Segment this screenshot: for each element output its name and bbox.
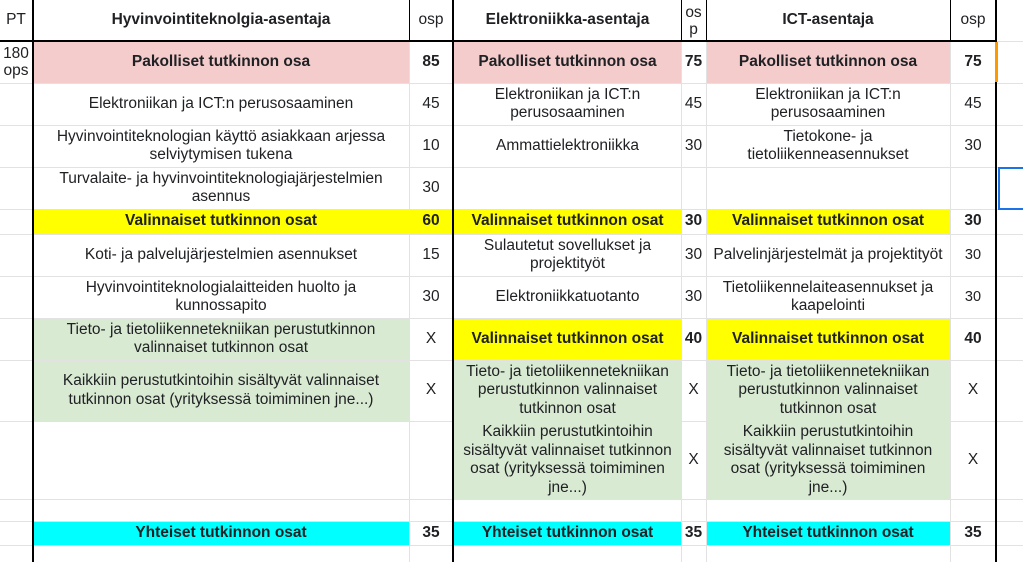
r1-hyvinvointi-osp[interactable]: 45 [422, 94, 440, 112]
valinnaiset-ict-label[interactable]: Valinnaiset tutkinnon osat [731, 212, 925, 230]
r3-hyvinvointi-osp[interactable]: 30 [422, 178, 440, 196]
header-osp-1[interactable]: osp [418, 11, 444, 29]
pakolliset-hyvinvointi-osp[interactable]: 85 [422, 52, 440, 70]
r3-hyvinvointi-label[interactable]: Turvalaite- ja hyvinvointiteknologiajärjestelmien asennus [59, 169, 383, 205]
r6-hyvinvointi-osp[interactable]: 30 [422, 287, 440, 305]
r6-ict-osp[interactable]: 30 [964, 288, 982, 305]
r1-ict-label[interactable]: Elektroniikan ja ICT:n perusosaaminen [755, 85, 901, 121]
r7-ict-label[interactable]: Valinnaiset tutkinnon osat [731, 329, 925, 347]
r9-ict-label[interactable]: Kaikkiin perustutkintoihin sisältyvät valinnaiset tutkinnon osat (yrityksessä toimiminen jne...) [723, 423, 933, 496]
r2-elektroniikka-label[interactable]: Ammattielektroniikka [496, 136, 639, 154]
header-osp-2[interactable]: os p [685, 3, 702, 38]
r5-ict-osp[interactable]: 30 [964, 246, 982, 263]
header-elektroniikka[interactable]: Elektroniikka-asentaja [485, 11, 650, 29]
yhteiset-elektroniikka-osp[interactable]: 35 [684, 523, 703, 541]
header-hyvinvointi[interactable]: Hyvinvointiteknolgia-asentaja [111, 11, 331, 29]
grid-line [0, 499, 1023, 500]
header-osp-3[interactable]: osp [960, 11, 986, 29]
yhteiset-hyvinvointi-osp[interactable]: 35 [422, 523, 440, 541]
yhteiset-elektroniikka-label[interactable]: Yhteiset tutkinnon osat [481, 523, 654, 541]
grid-line [0, 545, 1023, 546]
r1-hyvinvointi-label[interactable]: Elektroniikan ja ICT:n perusosaaminen [88, 94, 354, 112]
r6-elektroniikka-label[interactable]: Elektroniikkatuotanto [495, 287, 640, 305]
pakolliset-elektroniikka-osp[interactable]: 75 [684, 52, 703, 70]
r7-elektroniikka-osp[interactable]: 40 [684, 329, 703, 347]
selected-cell-outline[interactable] [998, 167, 1023, 210]
r5-hyvinvointi-osp[interactable]: 15 [422, 245, 440, 263]
r8-elektroniikka-osp[interactable]: X [688, 381, 699, 399]
yhteiset-hyvinvointi-label[interactable]: Yhteiset tutkinnon osat [135, 523, 307, 541]
r8-elektroniikka-label[interactable]: Tieto- ja tietoliikennetekniikan perustutkinnon valinnaiset tutkinnon osat [466, 362, 669, 417]
r2-hyvinvointi-label[interactable]: Hyvinvointiteknologian käyttö asiakkaan arjessa selviytymisen tukena [56, 127, 386, 163]
yhteiset-ict-osp[interactable]: 35 [964, 523, 982, 541]
valinnaiset-hyvinvointi-label[interactable]: Valinnaiset tutkinnon osat [124, 212, 318, 230]
r6-hyvinvointi-label[interactable]: Hyvinvointiteknologialaitteiden huolto ja kunnossapito [85, 278, 357, 314]
r2-hyvinvointi-osp[interactable]: 10 [422, 136, 440, 154]
r7-elektroniikka-label[interactable]: Valinnaiset tutkinnon osat [471, 329, 664, 347]
pakolliset-elektroniikka-label[interactable]: Pakolliset tutkinnon osa [478, 52, 657, 70]
r8-ict-label[interactable]: Tieto- ja tietoliikennetekniikan perustutkinnon valinnaiset tutkinnon osat [726, 362, 930, 417]
r7-hyvinvointi-label[interactable]: Tieto- ja tietoliikennetekniikan perustutkinnon valinnaiset tutkinnon osat [66, 320, 376, 356]
r5-ict-label[interactable]: Palvelinjärjestelmät ja projektityöt [713, 245, 943, 263]
r2-elektroniikka-osp[interactable]: 30 [684, 136, 703, 154]
r7-hyvinvointi-osp[interactable]: X [425, 329, 437, 347]
valinnaiset-hyvinvointi-osp[interactable]: 60 [422, 212, 440, 230]
r5-elektroniikka-osp[interactable]: 30 [684, 245, 703, 263]
r5-elektroniikka-label[interactable]: Sulautetut sovellukset ja projektityöt [483, 236, 652, 272]
r5-hyvinvointi-label[interactable]: Koti- ja palvelujärjestelmien asennukset [84, 245, 358, 263]
r6-elektroniikka-osp[interactable]: 30 [684, 287, 703, 305]
r8-hyvinvointi-osp[interactable]: X [425, 381, 437, 399]
valinnaiset-ict-osp[interactable]: 30 [964, 212, 982, 230]
r2-ict-osp[interactable]: 30 [964, 136, 982, 154]
valinnaiset-elektroniikka-osp[interactable]: 30 [684, 212, 703, 230]
header-pt[interactable]: PT [6, 11, 26, 29]
yhteiset-ict-label[interactable]: Yhteiset tutkinnon osat [742, 523, 914, 541]
r7-ict-osp[interactable]: 40 [964, 329, 982, 347]
r8-hyvinvointi-label[interactable]: Kaikkiin perustutkintoihin sisältyvät valinnaiset tutkinnon osat (yrityksessä toimiminen jne...) [62, 372, 380, 408]
r9-elektroniikka-osp[interactable]: X [688, 450, 699, 468]
r6-ict-label[interactable]: Tietoliikennelaiteasennukset ja kaapelointi [722, 278, 934, 314]
r9-elektroniikka-label[interactable]: Kaikkiin perustutkintoihin sisältyvät valinnaiset tutkinnon osat (yrityksessä toimiminen jne...) [463, 423, 672, 496]
header-ict[interactable]: ICT-asentaja [782, 11, 874, 29]
valinnaiset-elektroniikka-label[interactable]: Valinnaiset tutkinnon osat [471, 212, 664, 230]
pakolliset-ict-label[interactable]: Pakolliset tutkinnon osa [738, 52, 918, 70]
pakolliset-hyvinvointi-label[interactable]: Pakolliset tutkinnon osa [131, 52, 311, 70]
r1-elektroniikka-label[interactable]: Elektroniikan ja ICT:n perusosaaminen [494, 85, 641, 121]
pt-value[interactable]: 180 ops [3, 45, 29, 79]
pakolliset-ict-osp[interactable]: 75 [964, 52, 982, 70]
r1-ict-osp[interactable]: 45 [964, 94, 982, 112]
r9-ict-osp[interactable]: X [967, 450, 979, 468]
r8-ict-osp[interactable]: X [967, 381, 979, 399]
r1-elektroniikka-osp[interactable]: 45 [684, 94, 703, 112]
r2-ict-label[interactable]: Tietokone- ja tietoliikenneasennukset [747, 127, 909, 163]
